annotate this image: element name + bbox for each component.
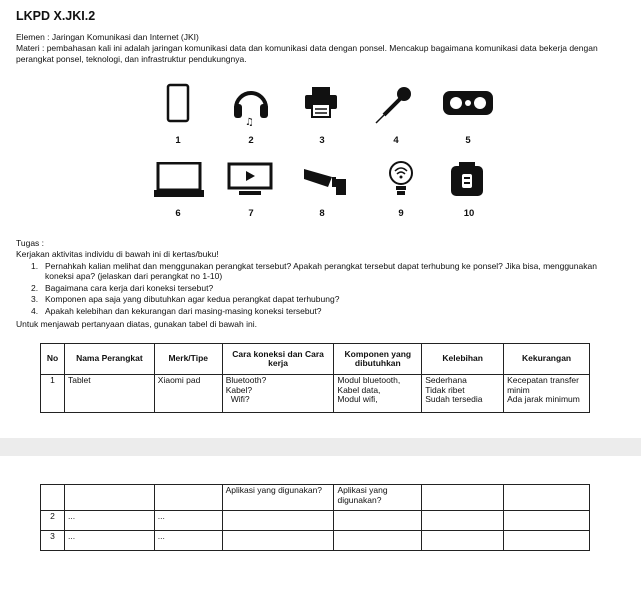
cell-line: Modul wifi, bbox=[337, 394, 378, 404]
page-separator bbox=[0, 438, 641, 456]
cell-aplikasi: Aplikasi yang digunakan? bbox=[222, 485, 334, 511]
answer-table bbox=[40, 343, 590, 413]
speaker-icon bbox=[442, 90, 494, 116]
cell-line: Tidak ribet bbox=[425, 384, 465, 395]
device-number: 9 bbox=[398, 208, 404, 219]
question-text: Bagaimana cara kerja dari koneksi tersebut? bbox=[45, 283, 214, 293]
cell-empty bbox=[334, 511, 422, 531]
question-text: Apakah kelebihan dan kekurangan dari masing-masing koneksi tersebut? bbox=[45, 306, 322, 316]
cell-nama: Tablet bbox=[64, 375, 154, 413]
cell-line: Kecepatan transfer bbox=[507, 375, 579, 385]
cell-nama: ... bbox=[64, 511, 154, 531]
printer-icon bbox=[304, 86, 338, 118]
device-number: 2 bbox=[248, 135, 254, 146]
cell-line: Kabel? bbox=[225, 384, 253, 395]
cell-empty bbox=[222, 511, 334, 531]
question-text: Pernahkah kalian melihat dan menggunakan perangkat tersebut? Apakah perangkat tersebut dapat terhubung ke ponsel? Jika bisa, menggunakan koneksi apa? (jelaskan dari perangkat no 1-10) bbox=[45, 261, 597, 281]
tugas-label: Tugas : bbox=[16, 238, 45, 248]
question-number: 1. bbox=[31, 261, 39, 271]
rice-cooker-icon bbox=[449, 161, 485, 199]
smart-bulb-icon bbox=[387, 160, 415, 198]
cell-line: Modul bluetooth, bbox=[337, 375, 401, 385]
cell-line: Kabel data, bbox=[337, 384, 381, 395]
tv-icon bbox=[227, 162, 273, 196]
cell-no: 1 bbox=[41, 375, 65, 413]
cell-line: Sederhana bbox=[425, 375, 467, 385]
tablet-icon bbox=[166, 83, 190, 123]
device-number: 3 bbox=[319, 135, 325, 146]
question-2 bbox=[31, 283, 611, 293]
cell-empty bbox=[334, 531, 422, 551]
elemen-text: Elemen : Jaringan Komunikasi dan Internet (JKI) bbox=[16, 32, 199, 42]
cell-line: Wifi? bbox=[230, 394, 250, 404]
cell-line: Ada jarak minimum bbox=[507, 394, 580, 404]
header-merk-tipe: Merk/Tipe bbox=[154, 344, 222, 375]
question-number: 4. bbox=[31, 306, 39, 316]
microphone-icon bbox=[374, 85, 414, 125]
answer-table-continued bbox=[40, 484, 590, 551]
question-text: Komponen apa saja yang dibutuhkan agar kedua perangkat dapat terhubung? bbox=[45, 294, 340, 304]
question-number: 3. bbox=[31, 294, 39, 304]
svg-text:♫: ♫ bbox=[245, 117, 254, 126]
cell-empty bbox=[41, 485, 65, 511]
table-header-row bbox=[41, 344, 590, 375]
device-number: 10 bbox=[463, 208, 475, 219]
table-row bbox=[41, 511, 590, 531]
cell-no: 2 bbox=[41, 511, 65, 531]
cell-empty bbox=[504, 531, 590, 551]
table-instruction: Untuk menjawab pertanyaan diatas, gunakan tabel di bawah ini. bbox=[16, 319, 257, 329]
laptop-icon bbox=[153, 162, 205, 198]
page-title: LKPD X.JKI.2 bbox=[16, 9, 96, 23]
device-number: 8 bbox=[319, 208, 325, 219]
cell-cara bbox=[222, 375, 334, 413]
header-komponen: Komponen yang dibutuhkan bbox=[334, 344, 422, 375]
cell-kekurangan bbox=[504, 375, 590, 413]
table-row bbox=[41, 375, 590, 413]
instruction-text: Kerjakan aktivitas individu di bawah ini di kertas/buku! bbox=[16, 249, 219, 259]
materi-text: Materi : pembahasan kali ini adalah jaringan komunikasi data dan komunikasi data dengan ponsel. Mencakup bagaimana komunikasi data bekerja dengan perangkat ponsel, teknologi, dan infrastruktur pendukungnya. bbox=[16, 43, 598, 64]
cell-empty bbox=[422, 511, 504, 531]
cell-merk: ... bbox=[154, 531, 222, 551]
question-number: 2. bbox=[31, 283, 39, 293]
cell-no: 3 bbox=[41, 531, 65, 551]
cell-line: Sudah tersedia bbox=[425, 394, 483, 404]
cell-merk: ... bbox=[154, 511, 222, 531]
cell-empty bbox=[504, 511, 590, 531]
cell-empty bbox=[422, 531, 504, 551]
cell-komponen bbox=[334, 375, 422, 413]
cell-line: minim bbox=[507, 384, 530, 395]
cell-aplikasi: Aplikasi yang digunakan? bbox=[334, 485, 422, 511]
header-kekurangan: Kekurangan bbox=[504, 344, 590, 375]
cell-empty bbox=[64, 485, 154, 511]
cell-line: Bluetooth? bbox=[225, 375, 267, 385]
device-number: 1 bbox=[175, 135, 181, 146]
table-row bbox=[41, 531, 590, 551]
question-4 bbox=[31, 306, 611, 316]
cell-empty bbox=[154, 485, 222, 511]
header-no: No bbox=[41, 344, 65, 375]
device-number: 5 bbox=[465, 135, 471, 146]
question-3 bbox=[31, 294, 611, 304]
cctv-icon bbox=[302, 163, 348, 197]
device-number: 4 bbox=[393, 135, 399, 146]
device-number: 6 bbox=[175, 208, 181, 219]
cell-empty bbox=[504, 485, 590, 511]
device-number: 7 bbox=[248, 208, 254, 219]
header-kelebihan: Kelebihan bbox=[422, 344, 504, 375]
cell-merk: Xiaomi pad bbox=[154, 375, 222, 413]
header-nama-perangkat: Nama Perangkat bbox=[64, 344, 154, 375]
cell-empty bbox=[222, 531, 334, 551]
cell-nama: ... bbox=[64, 531, 154, 551]
cell-empty bbox=[422, 485, 504, 511]
headphones-icon bbox=[232, 82, 270, 126]
question-1 bbox=[31, 261, 611, 281]
table-header-row bbox=[41, 485, 590, 511]
cell-kelebihan bbox=[422, 375, 504, 413]
header-cara-koneksi: Cara koneksi dan Cara kerja bbox=[222, 344, 334, 375]
